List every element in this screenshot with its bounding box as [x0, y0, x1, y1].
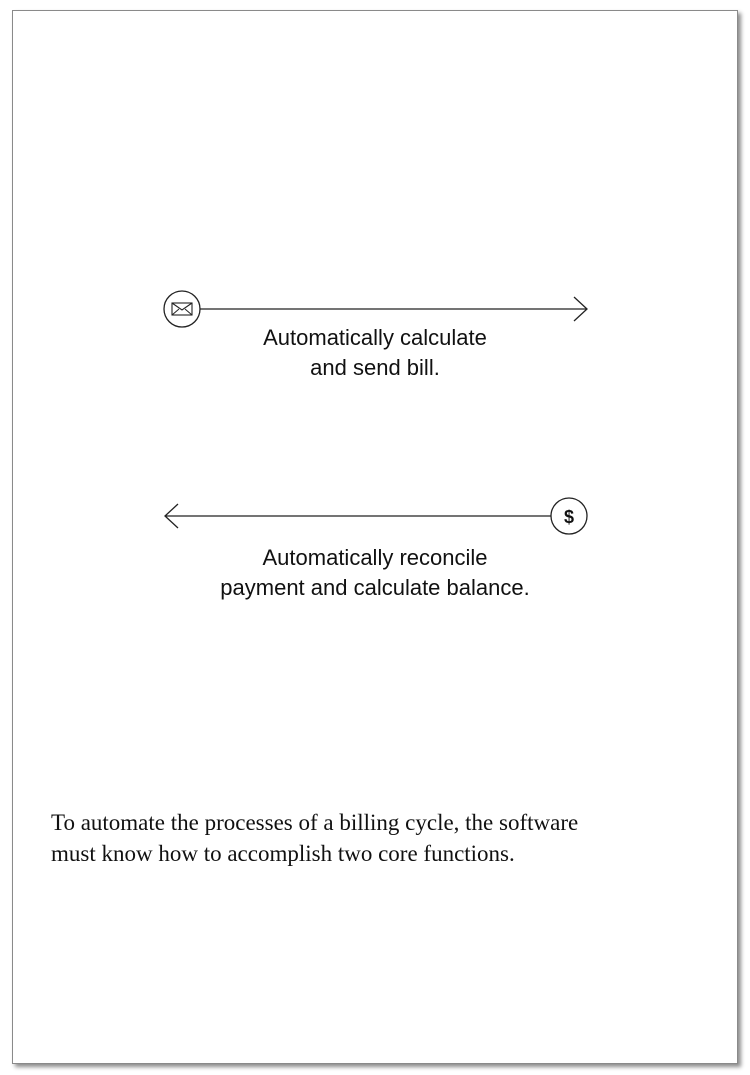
reconcile-payment-label-line-2: payment and calculate balance.	[220, 575, 530, 600]
send-bill-label-line-1: Automatically calculate	[263, 325, 487, 350]
reconcile-payment-label-line-1: Automatically reconcile	[262, 545, 488, 570]
dollar-sign-text: $	[563, 507, 575, 527]
dollar-icon	[551, 498, 587, 534]
receive-payment-arrow	[165, 504, 551, 528]
document-page	[12, 10, 738, 1064]
caption-line-1: To automate the processes of a billing cycle, the software	[51, 810, 579, 835]
caption-line-2: must know how to accomplish two core functions.	[51, 841, 515, 866]
send-bill-label-line-2: and send bill.	[310, 355, 440, 380]
figure-caption	[51, 807, 711, 869]
envelope-icon	[164, 291, 200, 327]
send-bill-label	[165, 323, 585, 383]
billing-flow-diagram	[13, 11, 737, 1063]
send-bill-arrow	[200, 297, 587, 321]
reconcile-payment-label	[165, 543, 585, 603]
